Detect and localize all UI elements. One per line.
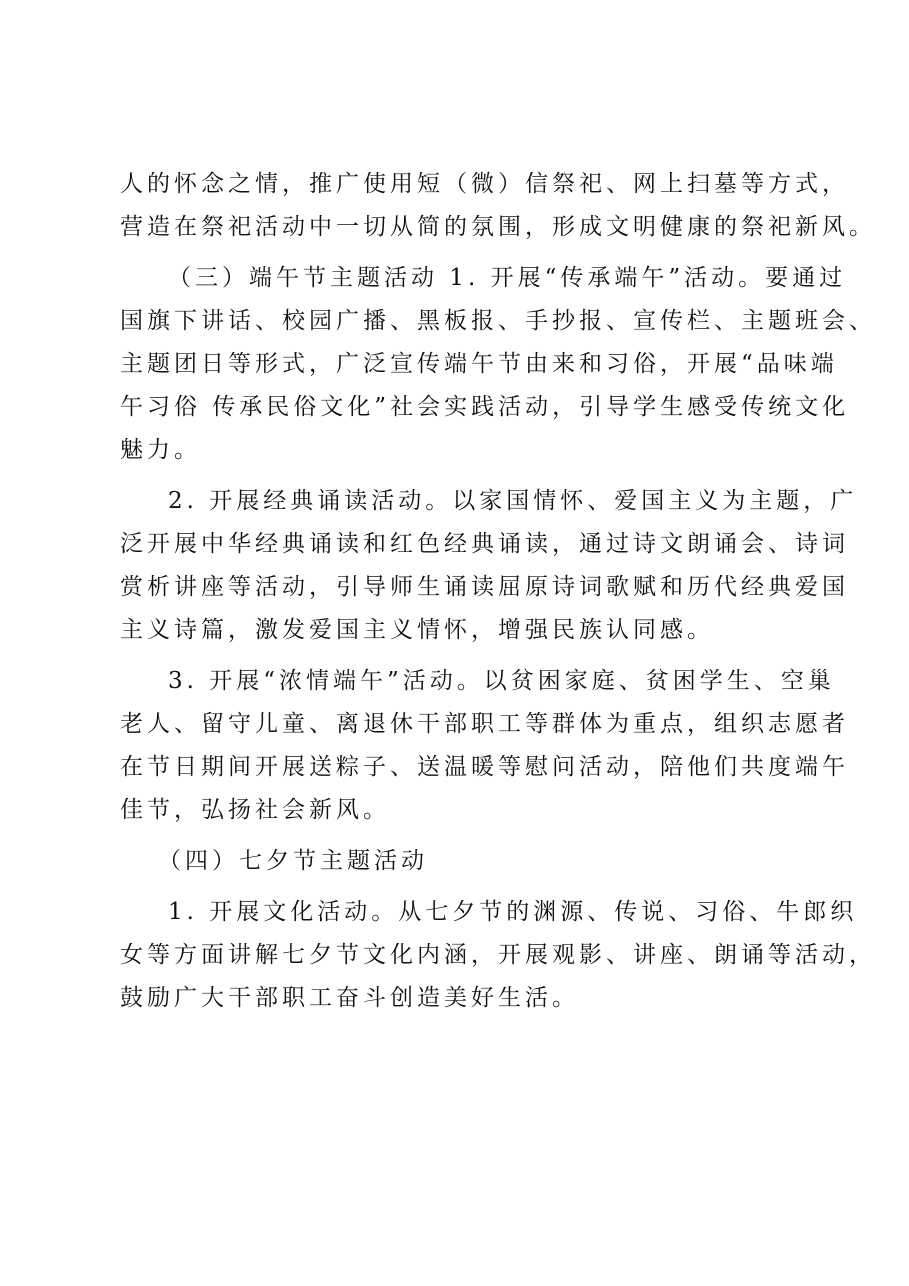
text-line: 营造在祭祀活动中一切从简的氛围，形成文明健康的祭祀新风。 (120, 214, 876, 240)
text-line: 老人、留守儿童、离退休干部职工等群体为重点，组织志愿者 (120, 711, 849, 737)
text-line: 人的怀念之情，推广使用短（微）信祭祀、网上扫墓等方式， (120, 171, 849, 197)
text-line-content: （三）端午节主题活动 1. 开展“传承端午”活动。要通过 (168, 265, 847, 291)
text-line-indented (120, 891, 858, 934)
text-line: 赏析讲座等活动，引导师生诵读屈原诗词歌赋和历代经典爱国 (120, 574, 849, 600)
text-line-indented (120, 480, 858, 523)
text-line: 主题团日等形式，广泛宣传端午节由来和习俗，开展“品味端 (120, 351, 838, 377)
section-heading-qixi (120, 840, 820, 883)
text-line-indented (120, 660, 835, 703)
text-line-indented (120, 257, 847, 300)
text-line: 主义诗篇，激发爱国主义情怀，增强民族认同感。 (120, 617, 714, 643)
text-line-indented (120, 840, 820, 883)
text-line: 泛开展中华经典诵读和红色经典诵读，通过诗文朗诵会、诗词 (120, 531, 849, 557)
document-page (120, 163, 876, 1028)
text-line: 在节日期间开展送粽子、送温暖等慰问活动，陪他们共度端午 (120, 754, 849, 780)
text-line-content: 1. 开展文化活动。从七夕节的渊源、传说、习俗、牛郎织 (168, 899, 858, 925)
text-line: 佳节，弘扬社会新风。 (120, 797, 390, 823)
heading-text: （四）七夕节主题活动 (158, 848, 428, 874)
text-line: 国旗下讲话、校园广播、黑板报、手抄报、宣传栏、主题班会、 (120, 308, 876, 334)
paragraph-dragon-boat-heritage (120, 257, 876, 472)
paragraph-memorial-customs (120, 163, 876, 249)
paragraph-classic-reading (120, 480, 858, 652)
text-line: 鼓励广大干部职工奋斗创造美好生活。 (120, 985, 579, 1011)
text-line-content: 2. 开展经典诵读活动。以家国情怀、爱国主义为主题，广 (168, 488, 858, 514)
paragraph-qixi-culture (120, 891, 876, 1020)
text-line: 女等方面讲解七夕节文化内涵，开展观影、讲座、朗诵等活动， (120, 942, 876, 968)
paragraph-warm-dragon-boat (120, 660, 849, 832)
text-line-content: 3. 开展“浓情端午”活动。以贫困家庭、贫困学生、空巢 (168, 668, 835, 694)
text-line: 午习俗 传承民俗文化”社会实践活动，引导学生感受传统文化 (120, 394, 850, 420)
text-line: 魅力。 (120, 437, 201, 463)
